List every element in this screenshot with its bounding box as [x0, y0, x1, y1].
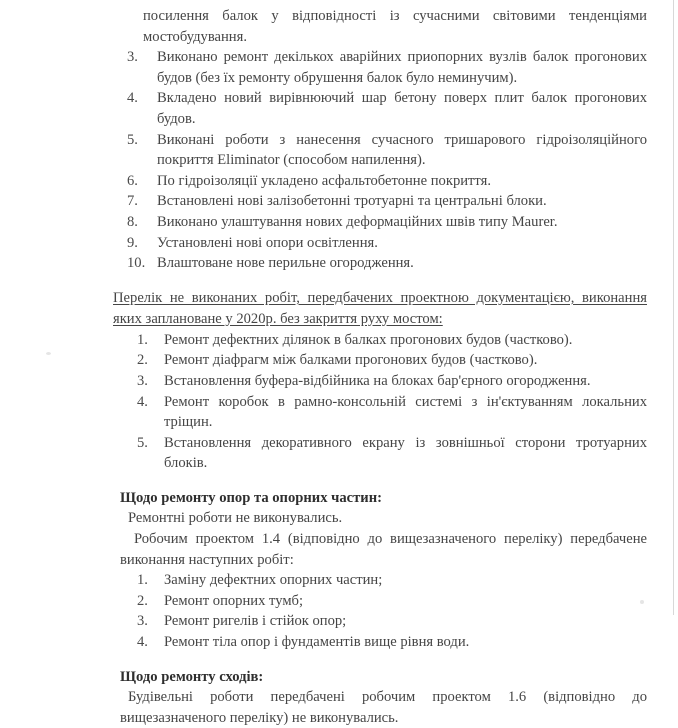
- spacer: [113, 474, 647, 488]
- list-item-text: Виконані роботи з нанесення сучасного тришарового гідроізоляційного покриття Eliminator (способом напилення).: [157, 131, 647, 169]
- list-item-number: 3.: [127, 49, 138, 66]
- list-item: [137, 392, 647, 433]
- list-item-text: Ремонт тіла опор і фундаментів вище рівня води.: [164, 634, 470, 651]
- unfinished-works-intro: [113, 288, 647, 330]
- list-item-number: 4.: [137, 393, 148, 410]
- list-item: [127, 233, 647, 254]
- list-item-number: 5.: [127, 131, 138, 148]
- supports-works-list: [137, 570, 647, 652]
- list-item-number: 8.: [127, 213, 138, 230]
- list-item-number: 1.: [137, 572, 148, 589]
- list-item-text: Ремонт коробок в рамно-консольній системі з ін'єктуванням локальних тріщин.: [164, 393, 647, 431]
- list-item-text: Вкладено новий вирівнюючий шар бетону поверх плит балок прогонових будов.: [157, 90, 647, 127]
- unfinished-works-list: [137, 330, 647, 474]
- list-item: [127, 130, 647, 171]
- scan-speck: [46, 352, 51, 355]
- list-item: [127, 88, 647, 129]
- list-item-number: 2.: [137, 352, 148, 369]
- list-item-number: 10.: [127, 255, 146, 272]
- list-item-number: 4.: [127, 90, 138, 107]
- supports-section-heading: Щодо ремонту опор та опорних частин:: [120, 489, 382, 506]
- list-item-number: 7.: [127, 193, 138, 210]
- unfinished-works-intro-text: Перелік не виконаних робіт, передбачених проектною документацією, виконання яких заплановане у 2020р. без закриття руху мостом:: [113, 289, 647, 327]
- scan-page-edge: [673, 0, 674, 615]
- list-item-number: 5.: [137, 434, 148, 451]
- list-item-number: 4.: [137, 634, 148, 651]
- list-item: [137, 433, 647, 474]
- list-item-number: 1.: [137, 331, 148, 348]
- list-item-number: 3.: [137, 372, 148, 389]
- page-content: [113, 6, 647, 728]
- list-item: [127, 191, 647, 212]
- stairs-section-text: Будівельні роботи передбачені робочим проектом 1.6 (відповідно до вищезазначеного переліку) не виконувались.: [120, 689, 647, 726]
- list-item-text: Встановлення буфера-відбійника на блоках бар'єрного огородження.: [164, 372, 591, 389]
- list-item-number: 2.: [137, 592, 148, 609]
- list-item: [137, 350, 647, 371]
- list-item-text: Ремонт діафрагм між балками прогонових будов (частково).: [164, 352, 538, 369]
- list-item: [137, 371, 647, 392]
- continued-paragraph: посилення балок у відповідності із сучасними світовими тенденціями мостобудування.: [143, 8, 647, 45]
- list-item-text: Заміну дефектних опорних частин;: [164, 572, 383, 589]
- list-item-text: Ремонт дефектних ділянок в балках прогонових будов (частково).: [164, 331, 573, 348]
- list-item: [127, 212, 647, 233]
- list-item: [137, 632, 647, 653]
- list-item-number: 6.: [127, 172, 138, 189]
- list-item-text: По гідроізоляції укладено асфальтобетонне покриття.: [157, 172, 491, 189]
- list-item-text: Ремонт ригелів і стійок опор;: [164, 613, 347, 630]
- list-item-text: Установлені нові опори освітлення.: [157, 234, 378, 251]
- supports-section-note: Ремонтні роботи не виконувались.: [128, 510, 343, 527]
- stairs-section-heading: Щодо ремонту сходів:: [120, 668, 264, 685]
- list-item: [137, 570, 647, 591]
- list-item: [137, 330, 647, 351]
- supports-section-intro: Робочим проектом 1.4 (відповідно до вищезазначеного переліку) передбачене виконання наступних робіт:: [120, 531, 647, 568]
- list-item: [137, 591, 647, 612]
- spacer: [113, 653, 647, 667]
- list-item-text: Виконано улаштування нових деформаційних швів типу Maurer.: [157, 213, 558, 230]
- spacer: [113, 274, 647, 288]
- list-item-text: Встановлення декоративного екрану із зовнішньої сторони тротуарних блоків.: [164, 434, 647, 472]
- list-item-text: Ремонт опорних тумб;: [164, 592, 304, 609]
- list-item-number: 9.: [127, 234, 138, 251]
- list-item: [127, 253, 647, 274]
- list-item-number: 3.: [137, 613, 148, 630]
- list-item: [137, 611, 647, 632]
- list-item-text: Встановлені нові залізобетонні тротуарні та центральні блоки.: [157, 193, 547, 210]
- list-item-text: Виконано ремонт декількох аварійних приопорних вузлів балок прогонових будов (без їх ремонту обрушення балок було неминучим).: [157, 49, 647, 86]
- list-item: [127, 171, 647, 192]
- completed-works-list: [127, 47, 647, 274]
- list-item-text: Влаштоване нове перильне огородження.: [157, 255, 414, 272]
- list-item: [127, 47, 647, 88]
